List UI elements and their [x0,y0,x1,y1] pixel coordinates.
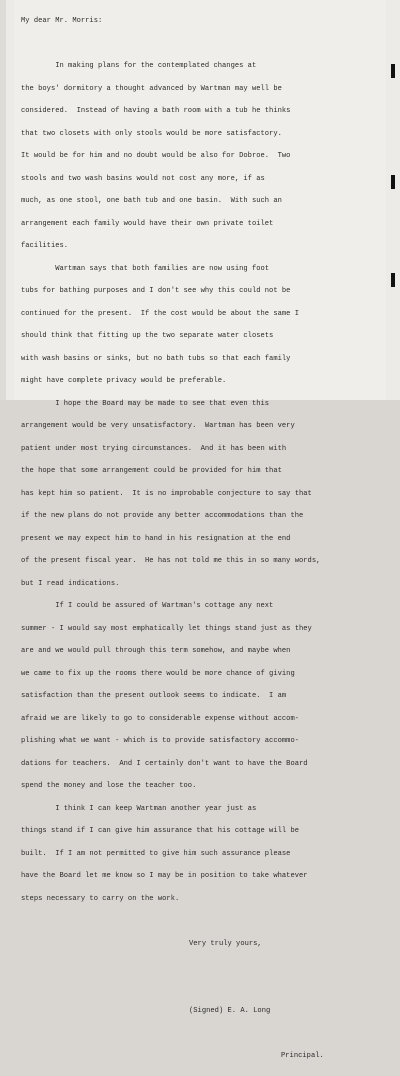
letter-line: tubs for bathing purposes and I don't see why this could not be [21,287,291,295]
letter-line: with wash basins or sinks, but no bath tubs so that each family [21,354,291,363]
salutation: My dear Mr. Morris: [21,17,103,25]
letter-line: should think that fitting up the two separate water closets [21,332,274,340]
letter-line: I hope the Board may be made to see that even this [21,399,270,408]
letter-line: afraid we are likely to go to considerable expense without accom- [21,714,300,723]
letter-line: summer - I would say most emphatically let things stand just as they [21,624,312,633]
letter-line: that two closets with only stools would be more satisfactory. [21,129,282,138]
letter-line: plishing what we want - which is to provide satisfactory accommo- [21,737,300,745]
letter-body [21,3,373,1076]
signature: (Signed) E. A. Long [189,1007,271,1015]
letter-line: Wartman says that both families are now using foot [21,264,270,273]
letter-line: dations for teachers. And I certainly don't want to have the Board [21,759,308,768]
letter-line: considered. Instead of having a bath room with a tub he thinks [21,107,291,115]
letter-line: continued for the present. If the cost would be about the same I [21,309,300,318]
margin-mark [391,175,395,189]
letter-line: present we may expect him to hand in his resignation at the end [21,534,291,543]
letter-line: satisfaction than the present outlook seems to indicate. I am [21,692,287,700]
letter-line: stools and two wash basins would not cost any more, if as [21,174,265,183]
letter-line: might have complete privacy would be preferable. [21,377,227,385]
letter-line: we came to fix up the rooms there would be more chance of giving [21,669,295,678]
letter-line: steps necessary to carry on the work. [21,894,180,903]
blank-line [21,41,373,49]
signer-title: Principal. [281,1052,324,1060]
letter-line: spend the money and lose the teacher too. [21,782,197,790]
blank-line [21,1031,373,1039]
letter-line: has kept him so patient. It is no improbable conjecture to say that [21,489,312,498]
letter-line: arrangement each family would have their own private toilet [21,219,274,228]
letter-line: are and we would pull through this term somehow, and maybe when [21,647,291,655]
letter-line: arrangement would be very unsatisfactory. Wartman has been very [21,422,295,430]
margin-mark [391,64,395,78]
letter-line: built. If I am not permitted to give him such assurance please [21,849,291,858]
letter-line: things stand if I can give him assurance that his cottage will be [21,827,300,835]
letter-line: the hope that some arrangement could be provided for him that [21,467,282,475]
letter-line: patient under most trying circumstances. And it has been with [21,444,287,453]
letter-line: If I could be assured of Wartman's cottage any next [21,602,274,610]
blank-line [21,918,373,926]
letter-line: I think I can keep Wartman another year just as [21,804,257,813]
letter-line: facilities. [21,242,69,250]
letter-line: have the Board let me know so I may be in position to take whatever [21,872,308,880]
letter-line: the boys' dormitory a thought advanced by Wartman may well be [21,84,282,93]
letter-line: It would be for him and no doubt would be also for Dobroe. Two [21,152,291,160]
blank-line [21,963,373,971]
margin-mark [391,273,395,287]
letter-line: In making plans for the contemplated changes at [21,62,257,70]
letter-line: of the present fiscal year. He has not told me this in so many words, [21,557,321,565]
page-edge-shadow [0,0,6,400]
letter-line: if the new plans do not provide any better accommodations than the [21,512,304,520]
letter-line: much, as one stool, one bath tub and one basin. With such an [21,197,282,205]
closing: Very truly yours, [189,939,262,948]
letter-line: but I read indications. [21,579,120,588]
blank-line [21,986,373,994]
